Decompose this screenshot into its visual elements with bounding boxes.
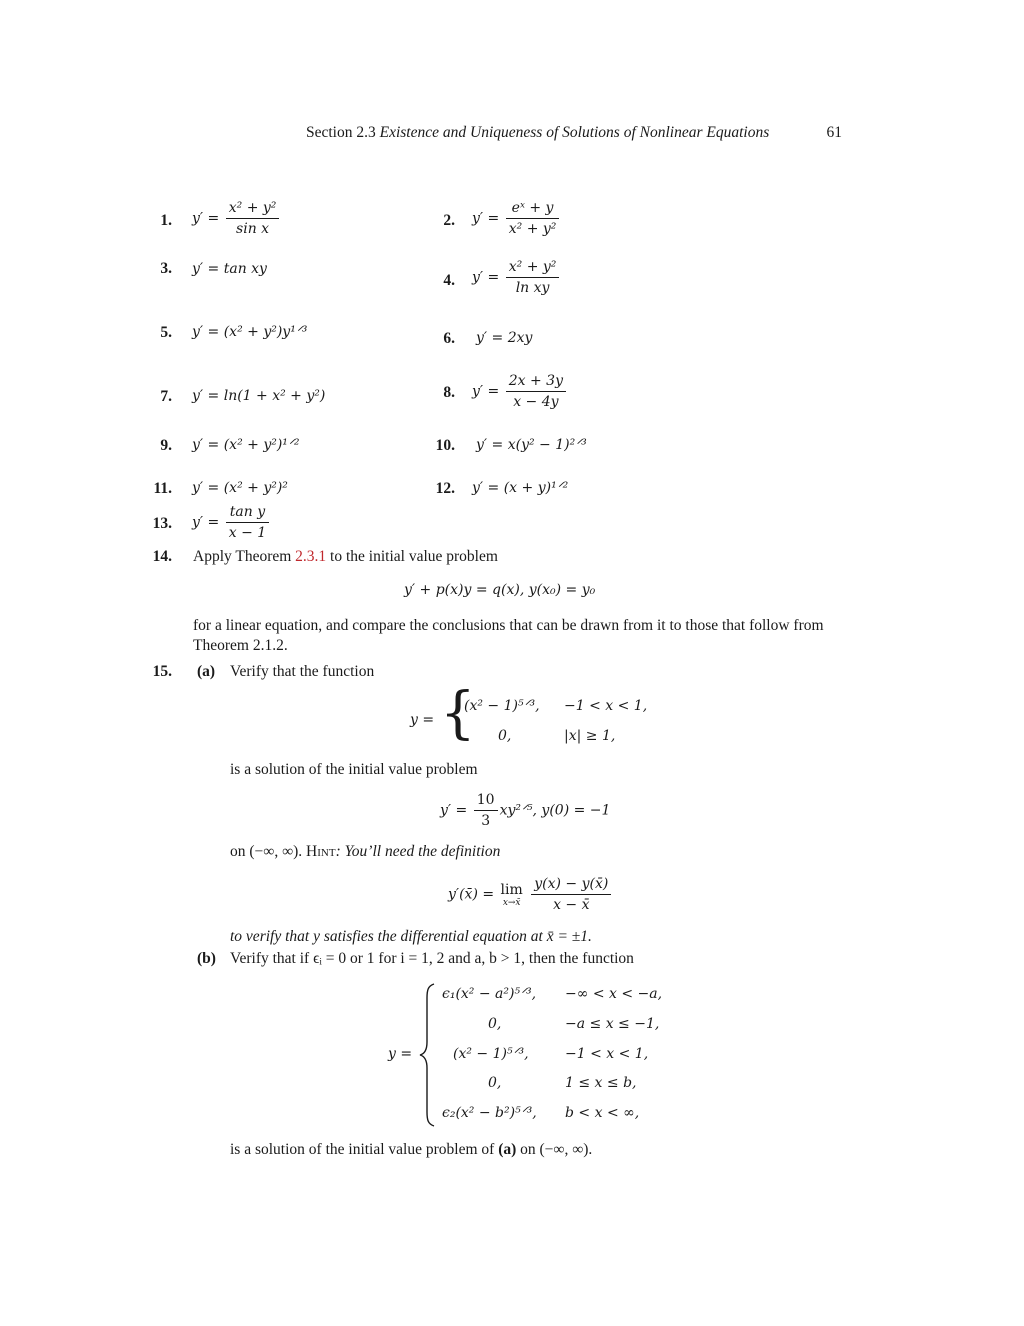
equation-rest: xy²ᐟ⁵, y(0) = −1: [499, 802, 611, 819]
problem-number: 8.: [443, 384, 455, 401]
hint-text: : You’ll need the definition: [335, 843, 501, 860]
theorem-link[interactable]: 2.3.1: [295, 548, 327, 565]
problem-8-equation: [472, 373, 568, 410]
problem-number: 15.: [152, 663, 172, 680]
problem-number: 11.: [153, 480, 172, 497]
numerator: 10: [474, 792, 498, 811]
problem-number: 9.: [160, 437, 172, 454]
left-brace: {: [440, 681, 476, 746]
equation-lhs: y′ =: [472, 269, 500, 286]
case-expression: 0,: [488, 1016, 502, 1032]
case-condition: b < x < ∞,: [565, 1105, 640, 1121]
problem-number: 13.: [152, 515, 172, 532]
problem-14-text: for a linear equation, and compare the conclusions that can be drawn from it to those that follow from Theorem 2.1.2.: [193, 617, 824, 654]
equation-lhs: y′(x̄) =: [448, 886, 495, 903]
problem-6-equation: y′ = 2xy: [476, 330, 533, 346]
numerator: eˣ + y: [506, 200, 560, 219]
fraction: [531, 876, 611, 913]
denominator: sin x: [236, 221, 270, 237]
case-condition: 1 ≤ x ≤ b,: [565, 1075, 637, 1091]
problem-11-equation: y′ = (x² + y²)²: [192, 480, 288, 496]
problem-number: 4.: [443, 272, 455, 289]
problem-number: 12.: [435, 480, 455, 497]
derivative-definition: [448, 876, 613, 913]
problem-5-equation: y′ = (x² + y²)y¹ᐟ³: [192, 324, 308, 340]
problem-9-equation: y′ = (x² + y²)¹ᐟ²: [192, 437, 300, 453]
fraction: [506, 259, 560, 296]
problem-14-intro: [193, 548, 498, 566]
problem-number: 3.: [160, 260, 172, 277]
hint-line: [230, 843, 500, 861]
problem-12-equation: y′ = (x + y)¹ᐟ²: [472, 480, 569, 496]
case-condition: −1 < x < 1,: [564, 698, 648, 714]
problem-2-equation: [472, 200, 561, 237]
problem-number: 6.: [443, 330, 455, 347]
numerator: tan y: [226, 504, 269, 523]
part-a-label: (a): [197, 663, 216, 680]
equation-lhs: y′ =: [440, 802, 468, 819]
hint-label: Hint: [306, 843, 336, 860]
final-text: on (−∞, ∞).: [516, 1141, 593, 1158]
case-condition: −a ≤ x ≤ −1,: [565, 1016, 660, 1032]
problem-number: 7.: [160, 388, 172, 405]
limit-operator: [501, 882, 523, 908]
numerator: x² + y²: [506, 259, 560, 278]
intro-text: Apply Theorem: [193, 548, 296, 565]
numerator: x² + y²: [226, 200, 280, 219]
problem-4-equation: [472, 259, 561, 296]
lim-subscript: x→x̄: [502, 897, 521, 908]
equation-lhs: y′ =: [472, 383, 500, 400]
problem-number: 14.: [152, 548, 172, 565]
fraction: [506, 373, 566, 410]
part-a-text-2: is a solution of the initial value problem: [230, 761, 478, 778]
large-left-brace: [418, 982, 438, 1128]
case-expression: (x² − 1)⁵ᐟ³,: [464, 698, 540, 714]
page-number: 61: [826, 124, 842, 141]
running-header: [306, 124, 842, 142]
problem-7-equation: y′ = ln(1 + x² + y²): [192, 388, 326, 404]
final-text: is a solution of the initial value problem of: [230, 1141, 499, 1158]
case-condition: −1 < x < 1,: [565, 1046, 649, 1062]
problem-3-equation: y′ = tan xy: [192, 261, 267, 277]
fraction: [506, 200, 560, 237]
piecewise-y-eq: y =: [410, 712, 435, 728]
verify-text: to verify that y satisfies the differential equation at x̄ = ±1.: [230, 928, 592, 945]
part-b-label: (b): [197, 950, 216, 967]
case-condition: |x| ≥ 1,: [564, 728, 616, 744]
case-expression: ϵ₂(x² − b²)⁵ᐟ³,: [442, 1105, 537, 1121]
interval-text: on (−∞, ∞).: [230, 843, 307, 860]
piecewise-y-eq: y =: [388, 1046, 413, 1062]
case-expression: (x² − 1)⁵ᐟ³,: [453, 1046, 529, 1062]
equation-lhs: y′ =: [192, 210, 220, 227]
equation-lhs: y′ =: [192, 514, 220, 531]
part-b-text: Verify that if ϵᵢ = 0 or 1 for i = 1, 2 and a, b > 1, then the function: [230, 950, 634, 967]
section-label: Section 2.3: [306, 124, 376, 141]
part-b-final: [230, 1141, 592, 1159]
problem-number: 1.: [160, 212, 172, 229]
ivp-equation: [440, 792, 610, 829]
fraction: [226, 200, 280, 237]
intro-text: to the initial value problem: [326, 548, 498, 565]
denominator: x² + y²: [508, 221, 557, 237]
problem-14-equation: y′ + p(x)y = q(x), y(x₀) = y₀: [404, 582, 596, 598]
problem-10-equation: y′ = x(y² − 1)²ᐟ³: [476, 437, 587, 453]
problem-13-equation: [192, 504, 271, 541]
denominator: 3: [481, 813, 491, 829]
case-condition: −∞ < x < −a,: [565, 986, 663, 1002]
part-a-text: Verify that the function: [230, 663, 375, 680]
denominator: ln xy: [515, 280, 550, 296]
problem-number: 5.: [160, 324, 172, 341]
part-reference: (a): [498, 1141, 517, 1158]
problem-number: 10.: [435, 437, 455, 454]
numerator: y(x) − y(x̄): [531, 876, 611, 895]
fraction: [474, 792, 498, 829]
denominator: x − 4y: [513, 394, 559, 410]
problem-number: 2.: [443, 212, 455, 229]
problem-1-equation: [192, 200, 281, 237]
denominator: x − 1: [228, 525, 267, 541]
fraction: [226, 504, 269, 541]
denominator: x − x̄: [553, 897, 590, 913]
case-expression: 0,: [498, 728, 512, 744]
case-expression: 0,: [488, 1075, 502, 1091]
section-title: Existence and Uniqueness of Solutions of Nonlinear Equations: [379, 124, 770, 141]
case-expression: ϵ₁(x² − a²)⁵ᐟ³,: [442, 986, 537, 1002]
lim-text: lim: [500, 881, 523, 898]
numerator: 2x + 3y: [506, 373, 566, 392]
equation-lhs: y′ =: [472, 210, 500, 227]
